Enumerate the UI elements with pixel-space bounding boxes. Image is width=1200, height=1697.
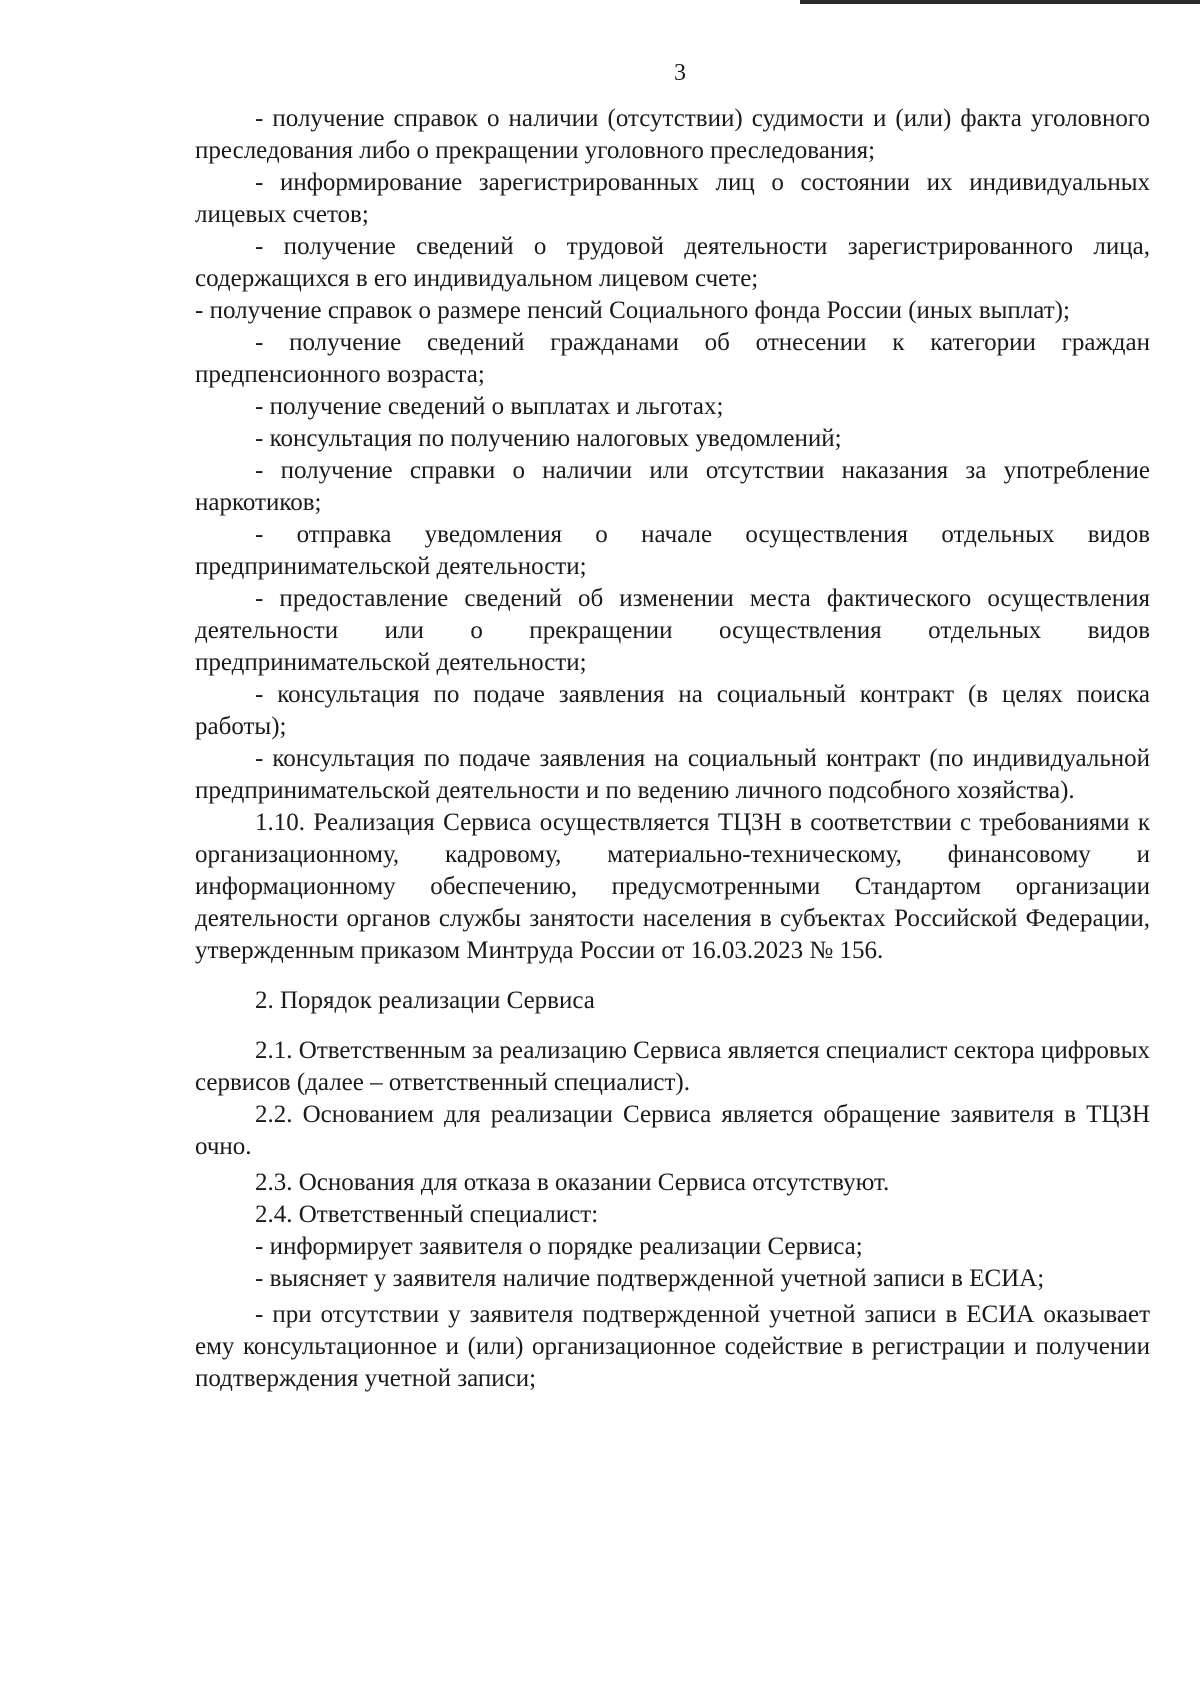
clause-1-10: 1.10. Реализация Сервиса осуществляется ТЦЗН в соответствии с требованиями к организационному, кадровому, материально-техническому, финансовому и информационному обеспечению, предусмотренными Стандартом организации деятельности органов службы занятости населения в субъектах Российской Федерации, утвержденным приказом Минтруда России от 16.03.2023 № 156. — [195, 809, 1150, 964]
list-item-payments-benefits: - получение сведений о выплатах и льготах; — [255, 393, 724, 420]
list-item-social-contract-business: - консультация по подаче заявления на социальный контракт (по индивидуальной предпринимательской деятельности и по ведению личного подсобного хозяйства). — [195, 745, 1150, 804]
clause-2-2: 2.2. Основанием для реализации Сервиса является обращение заявителя в ТЦЗН очно. — [195, 1101, 1150, 1160]
list-item-work-history: - получение сведений о трудовой деятельности зарегистрированного лица, содержащихся в его индивидуальном лицевом счете; — [195, 233, 1150, 292]
clause-2-4: 2.4. Ответственный специалист: — [255, 1201, 599, 1228]
scan-edge-line — [800, 0, 1200, 4]
list-item-check-esia: - выясняет у заявителя наличие подтвержденной учетной записи в ЕСИА; — [255, 1265, 1045, 1292]
list-item-social-contract-job: - консультация по подаче заявления на социальный контракт (в целях поиска работы); — [195, 681, 1150, 740]
list-item-drug-penalty: - получение справки о наличии или отсутствии наказания за употребление наркотиков; — [195, 457, 1150, 516]
document-body — [195, 103, 1150, 1395]
list-item-criminal-record: - получение справок о наличии (отсутствии) судимости и (или) факта уголовного преследования либо о прекращении уголовного преследования; — [195, 105, 1150, 164]
list-item-tax-notices: - консультация по получению налоговых уведомлений; — [255, 425, 842, 452]
list-item-esia-assistance: - при отсутствии у заявителя подтвержденной учетной записи в ЕСИА оказывает ему консультационное и (или) организационное содействие в регистрации и получении подтверждения учетной записи; — [195, 1301, 1150, 1392]
page-number: 3 — [674, 60, 686, 86]
list-item-business-change: - предоставление сведений об изменении места фактического осуществления деятельности или о прекращении осуществления отдельных видов предпринимательской деятельности; — [195, 585, 1150, 676]
list-item-pension-certificate: - получение справок о размере пенсий Социального фонда России (иных выплат); — [195, 297, 1070, 324]
list-item-personal-accounts: - информирование зарегистрированных лиц о состоянии их индивидуальных лицевых счетов; — [195, 169, 1150, 228]
list-item-business-start: - отправка уведомления о начале осуществления отдельных видов предпринимательской деятельности; — [195, 521, 1150, 580]
list-item-inform-procedure: - информирует заявителя о порядке реализации Сервиса; — [255, 1233, 863, 1260]
list-item-preretirement: - получение сведений гражданами об отнесении к категории граждан предпенсионного возраста; — [195, 329, 1150, 388]
clause-2-3: 2.3. Основания для отказа в оказании Сервиса отсутствуют. — [255, 1169, 890, 1196]
section-heading-2: 2. Порядок реализации Сервиса — [255, 987, 595, 1014]
clause-2-1: 2.1. Ответственным за реализацию Сервиса является специалист сектора цифровых сервисов (далее – ответственный специалист). — [195, 1037, 1150, 1096]
